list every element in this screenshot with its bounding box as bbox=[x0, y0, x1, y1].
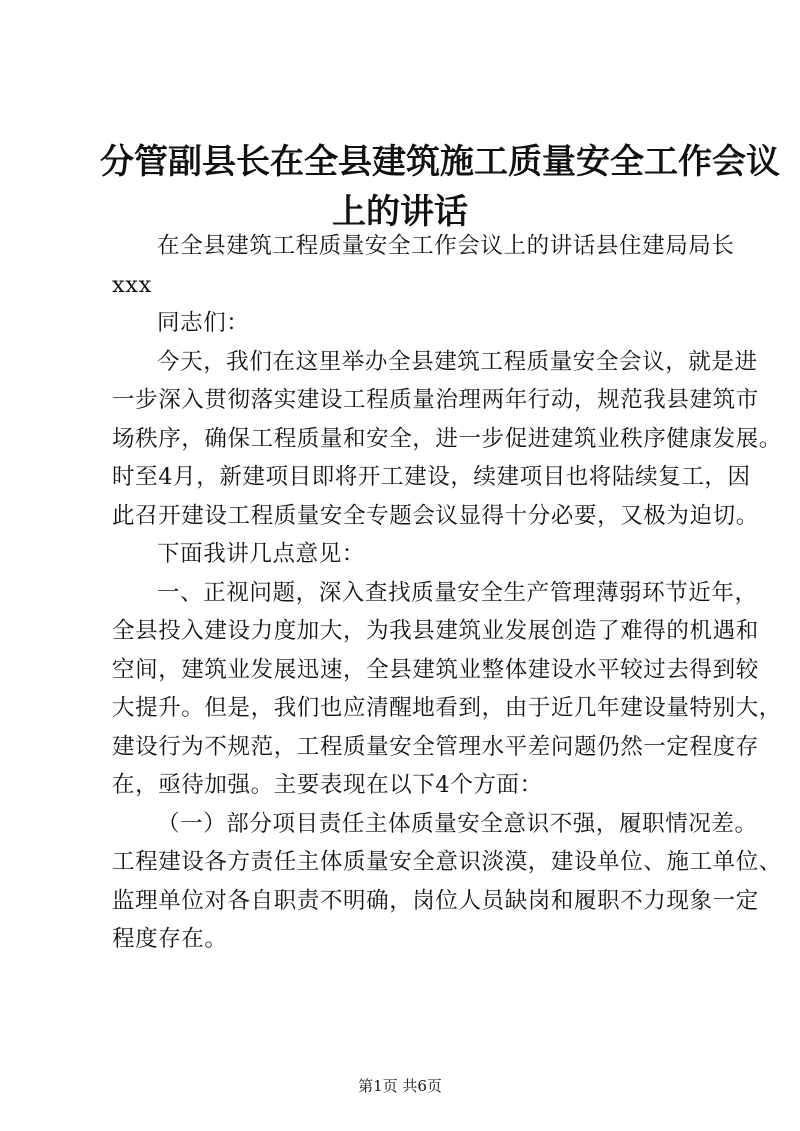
salutation: 同志们： bbox=[157, 310, 250, 336]
paragraph-line: 此召开建设工程质量安全专题会议显得十分必要，又极为迫切。 bbox=[112, 502, 759, 529]
paragraph-line: 全县投入建设力度加大，为我县建筑业发展创造了难得的机遇和 bbox=[112, 618, 759, 644]
paragraph-line: 时至4月，新建项目即将开工建设，续建项目也将陆续复工，因 bbox=[112, 464, 751, 490]
title-line-1: 分管副县长在全县建筑施工质量安全工作会议 bbox=[100, 142, 780, 182]
subtitle-line: 在全县建筑工程质量安全工作会议上的讲话县住建局局长 bbox=[157, 233, 735, 259]
title-line-2: 上的讲话 bbox=[332, 192, 468, 232]
paragraph-line: 场秩序，确保工程质量和安全，进一步促进建筑业秩序健康发展。 bbox=[112, 425, 782, 452]
paragraph-line: 一步深入贯彻落实建设工程质量治理两年行动，规范我县建筑市 bbox=[112, 387, 759, 413]
paragraph-line: 在，亟待加强。主要表现在以下4个方面： bbox=[112, 772, 543, 798]
section-heading-line: 一、正视问题，深入查找质量安全生产管理薄弱环节近年， bbox=[157, 579, 758, 606]
paragraph-line: 大提升。但是，我们也应清醒地看到，由于近几年建设量特别大， bbox=[112, 695, 782, 721]
paragraph-line: 空间，建筑业发展迅速，全县建筑业整体建设水平较过去得到较 bbox=[112, 656, 759, 683]
paragraph-line: 下面我讲几点意见： bbox=[157, 541, 365, 567]
paragraph-line: 监理单位对各自职责不明确，岗位人员缺岗和履职不力现象一定 bbox=[112, 887, 759, 914]
subsection-heading-line: （一）部分项目责任主体质量安全意识不强，履职情况差。 bbox=[157, 810, 758, 837]
document-body bbox=[112, 227, 782, 959]
page-footer: 第1页 共6页 bbox=[358, 1077, 442, 1095]
document-title bbox=[100, 137, 780, 237]
subtitle-author: xxx bbox=[112, 271, 152, 298]
paragraph-line: 程度存在。 bbox=[112, 926, 228, 952]
paragraph-line: 今天，我们在这里举办全县建筑工程质量安全会议，就是进 bbox=[157, 348, 758, 375]
paragraph-line: 建设行为不规范，工程质量安全管理水平差问题仍然一定程度存 bbox=[112, 733, 759, 760]
paragraph-line: 工程建设各方责任主体质量安全意识淡漠，建设单位、施工单位、 bbox=[112, 849, 782, 875]
